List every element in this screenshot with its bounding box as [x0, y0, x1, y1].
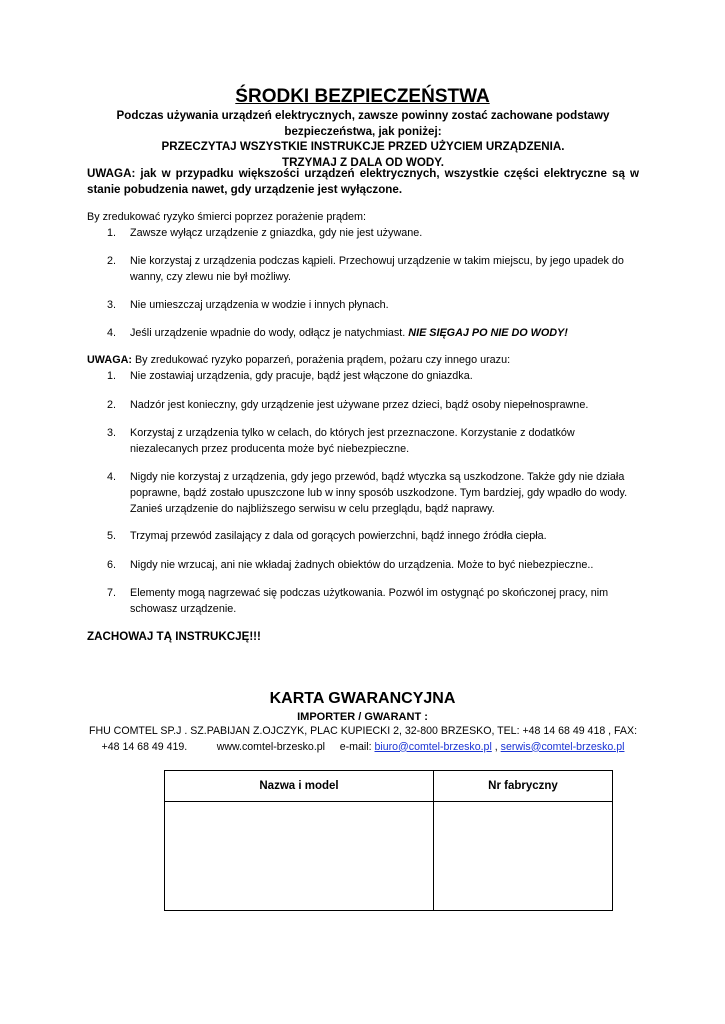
list-number: 2. [107, 399, 117, 411]
importer-label: IMPORTER / GWARANT : [297, 711, 428, 723]
email-label: e-mail: [339, 740, 372, 753]
injury-lead [87, 354, 510, 366]
list-number: 5. [107, 530, 117, 542]
list-text: Nadzór jest konieczny, gdy urządzenie jest używane przez dzieci, bądź osoby niepełnosprawne. [130, 399, 589, 411]
header-model: Nazwa i model [165, 771, 434, 802]
email-separator: , [494, 740, 498, 753]
email-link-serwis[interactable]: serwis@comtel-brzesko.pl [500, 740, 625, 753]
list-text: Trzymaj przewód zasilający z dala od gorących powierzchni, bądź innego źródła ciepła. [130, 530, 547, 542]
electrocution-lead: By zredukować ryzyko śmierci poprzez porażenie prądem: [87, 211, 367, 223]
keep-instructions-note: ZACHOWAJ TĄ INSTRUKCJĘ!!! [87, 630, 261, 643]
table-row [165, 802, 613, 911]
list-number: 7. [107, 587, 117, 599]
serial-cell[interactable] [434, 802, 613, 911]
injury-lead-text: By zredukować ryzyko poparzeń, porażenia prądem, pożaru czy innego urazu: [134, 354, 511, 366]
warranty-title: KARTA GWARANCYJNA [269, 690, 456, 707]
list-text [130, 325, 640, 341]
address-text: FHU COMTEL SP.J . SZ.PABIJAN Z.OJCZYK, PLAC KUPIECKI 2, 32-800 BRZESKO, TEL: +48 14 68 49 418 , FAX: +48 14 68 49 419. [88, 725, 638, 753]
list-text: Zawsze wyłącz urządzenie z gniazdka, gdy nie jest używane. [130, 227, 423, 239]
electrical-warning: UWAGA: jak w przypadku większości urządzeń elektrycznych, wszystkie części elektryczne są w stanie pobudzenia nawet, gdy urządzenie jest wyłączone. [87, 167, 639, 196]
list-number: 3. [107, 299, 117, 311]
list-number: 4. [107, 327, 117, 339]
list-text: Nigdy nie wrzucaj, ani nie wkładaj żadnych obiektów do urządzenia. Może to być niebezpieczne.. [130, 559, 594, 571]
list-text: Nie zostawiaj urządzenia, gdy pracuje, bądź jest włączone do gniazdka. [130, 370, 473, 382]
table-header-row [165, 771, 613, 802]
list-text: Korzystaj z urządzenia tylko w celach, do których jest przeznaczone. Korzystanie z dodatków niezalecanych przez producenta może być niebezpieczne. [130, 427, 575, 455]
list-number: 6. [107, 559, 117, 571]
website-text: www.comtel-brzesko.pl [216, 740, 326, 753]
safety-intro [87, 108, 639, 170]
list-number: 4. [107, 471, 117, 483]
list-number: 3. [107, 427, 117, 439]
injury-lead-label: UWAGA: [87, 354, 132, 366]
intro-line-3: TRZYMAJ Z DALA OD WODY. [282, 155, 444, 169]
list-text: Nigdy nie korzystaj z urządzenia, gdy jego przewód, bądź wtyczka są uszkodzone. Także gdy nie działa poprawne, bądź zostało upuszczone lub w inny sposób uszkodzone. Tym bardziej, gdy wpadło do wody. Zanieś urządzenie do najbliższego serwisu w celu przeglądu, bądź naprawy. [130, 471, 628, 515]
safety-title: ŚRODKI BEZPIECZEŃSTWA [235, 86, 490, 107]
email-link-biuro[interactable]: biuro@comtel-brzesko.pl [374, 740, 492, 753]
model-cell[interactable] [165, 802, 434, 911]
list-number: 2. [107, 255, 117, 267]
list-text: Elementy mogą nagrzewać się podczas użytkowania. Pozwól im ostygnąć po skończonej pracy, nim schowasz urządzenie. [130, 587, 609, 615]
importer-address [87, 724, 639, 755]
header-serial: Nr fabryczny [434, 771, 613, 802]
list-text: Nie umieszczaj urządzenia w wodzie i innych płynach. [130, 299, 389, 311]
list-text-plain: Jeśli urządzenie wpadnie do wody, odłącz je natychmiast. [130, 327, 406, 339]
warranty-table [164, 770, 613, 911]
list-text: Nie korzystaj z urządzenia podczas kąpieli. Przechowuj urządzenie w takim miejscu, by jego upadek do wanny, czy zlewu nie był możliwy. [130, 255, 624, 283]
list-number: 1. [107, 227, 117, 239]
intro-line-1: Podczas używania urządzeń elektrycznych, zawsze powinny zostać zachowane podstawy bezpieczeństwa, jak poniżej: [116, 109, 610, 138]
list-text-emphasis: NIE SIĘGAJ PO NIE DO WODY! [408, 327, 568, 339]
intro-line-2: PRZECZYTAJ WSZYSTKIE INSTRUKCJE PRZED UŻYCIEM URZĄDZENIA. [161, 140, 565, 153]
list-number: 1. [107, 370, 117, 382]
